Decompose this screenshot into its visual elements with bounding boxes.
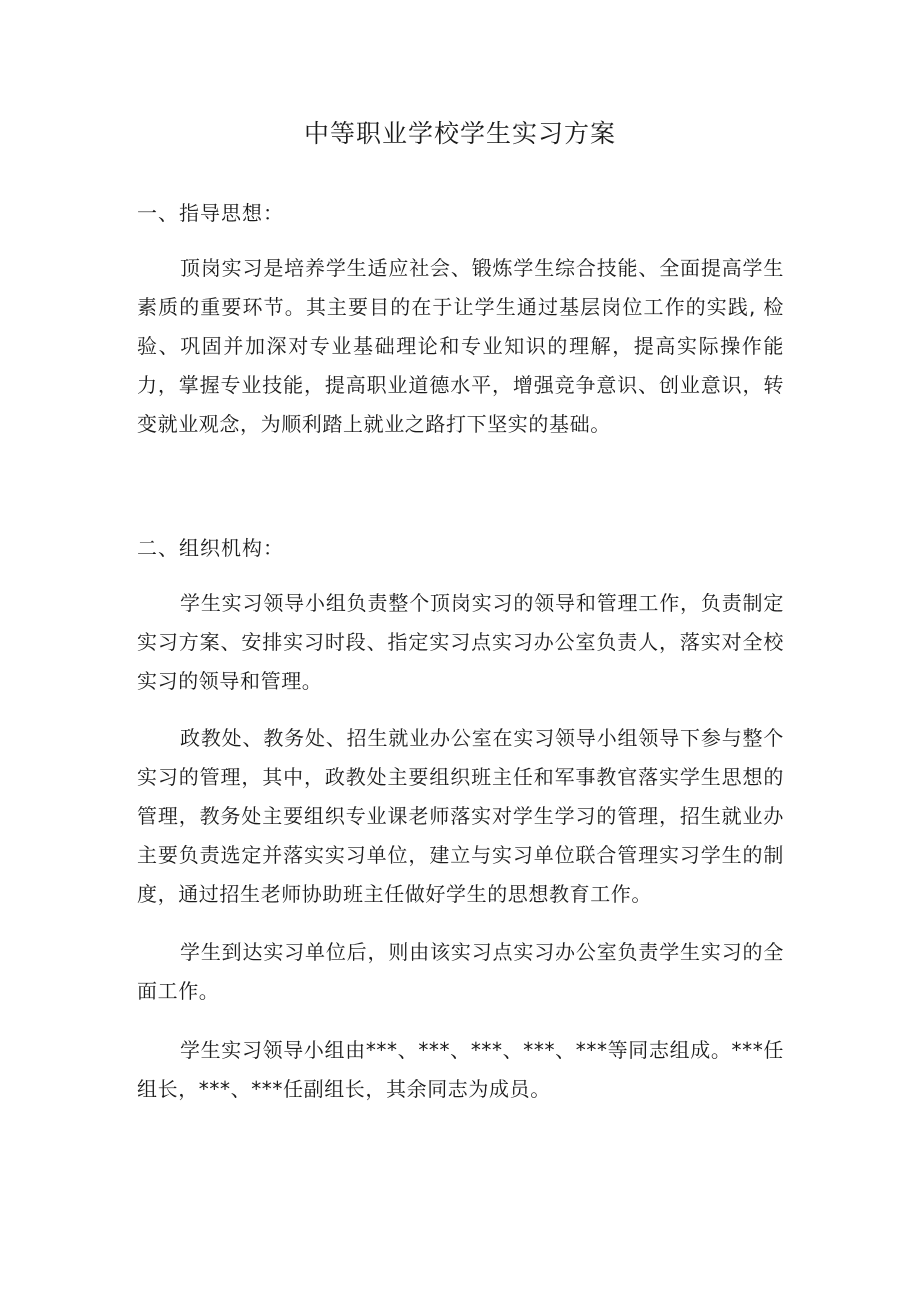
paragraph-internship-site: 学生到达实习单位后，则由该实习点实习办公室负责学生实习的全面工作。 (137, 940, 784, 1003)
section-heading-organization: 二、组织机构： (137, 536, 284, 560)
section-heading-guiding-ideology: 一、指导思想： (137, 201, 284, 225)
paragraph-leadership-group: 学生实习领导小组负责整个顶岗实习的领导和管理工作，负责制定实习方案、安排实习时段、指定实习点实习办公室负责人，落实对全校实习的领导和管理。 (137, 591, 784, 693)
paragraph-guiding-ideology: 顶岗实习是培养学生适应社会、锻炼学生综合技能、全面提高学生素质的重要环节。其主要目的在于让学生通过基层岗位工作的实践, 检验、巩固并加深对专业基础理论和专业知识的理解，提高实际操作能力，掌握专业技能，提高职业道德水平，增强竞争意识、创业意识，转变就业观念，为顺利踏上就业之路打下坚实的基础。 (137, 256, 784, 436)
paragraph-group-members: 学生实习领导小组由***、***、***、***、***等同志组成。***任组长，***、***任副组长，其余同志为成员。 (137, 1038, 784, 1101)
document-title: 中等职业学校学生实习方案 (303, 119, 616, 148)
paragraph-departments: 政教处、教务处、招生就业办公室在实习领导小组领导下参与整个实习的管理，其中，政教处主要组织班主任和军事教官落实学生思想的管理，教务处主要组织专业课老师落实对学生学习的管理，招生就业办主要负责选定并落实实习单位，建立与实习单位联合管理实习学生的制度，通过招生老师协助班主任做好学生的思想教育工作。 (137, 726, 784, 906)
